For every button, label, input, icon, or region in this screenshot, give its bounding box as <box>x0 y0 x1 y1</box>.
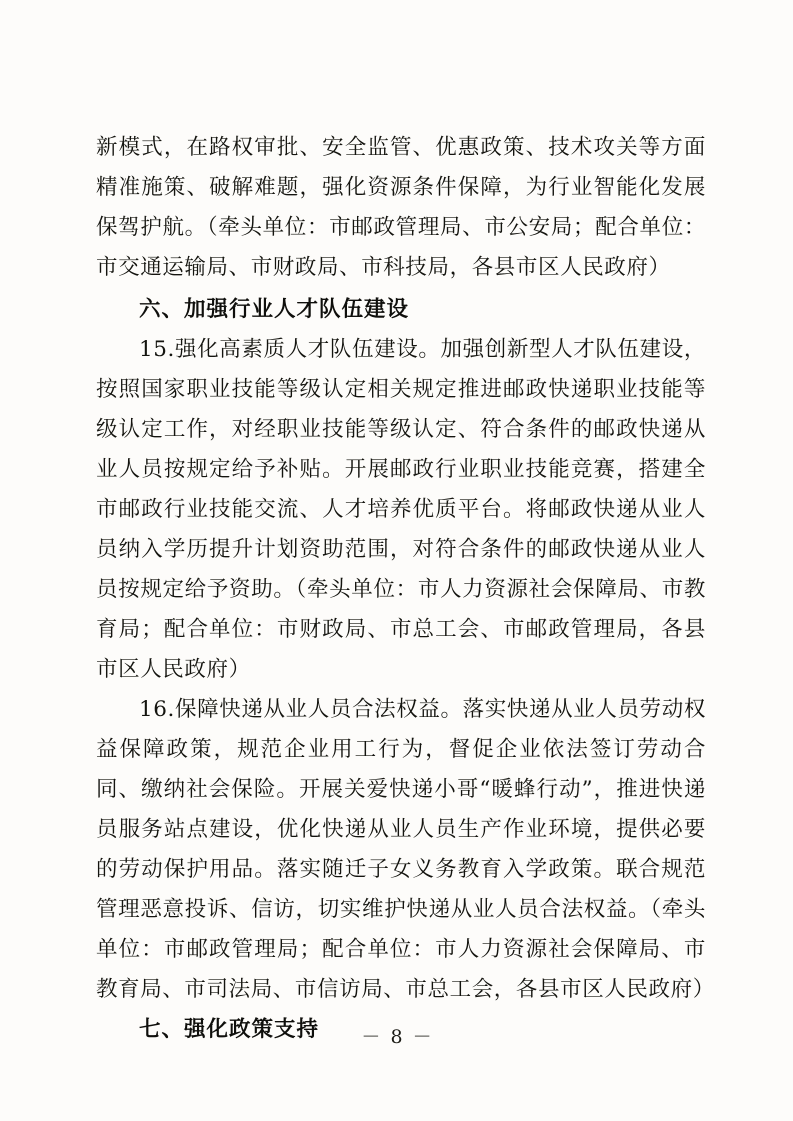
paragraph-item-15: 15.强化高素质人才队伍建设。加强创新型人才队伍建设，按照国家职业技能等级认定相关规定推进邮政快递职业技能等级认定工作，对经职业技能等级认定、符合条件的邮政快递从业人员按规定给予补贴。开展邮政行业职业技能竞赛，搭建全市邮政行业技能交流、人才培养优质平台。将邮政快递从业人员纳入学历提升计划资助范围，对符合条件的邮政快递从业人员按规定给予资助。（牵头单位：市人力资源社会保障局、市教育局；配合单位：市财政局、市总工会、市邮政管理局，各县市区人民政府） <box>96 337 706 682</box>
section-heading-seven: 七、强化政策支持 <box>139 1017 320 1042</box>
page-content <box>96 128 715 1050</box>
paragraph-continued: 新模式，在路权审批、安全监管、优惠政策、技术攻关等方面精准施策、破解难题，强化资源条件保障，为行业智能化发展保驾护航。（牵头单位：市邮政管理局、市公安局；配合单位：市交通运输局、市财政局、市科技局，各县市区人民政府） <box>96 135 706 280</box>
paragraph-item-16: 16.保障快递从业人员合法权益。落实快递从业人员劳动权益保障政策，规范企业用工行为，督促企业依法签订劳动合同、缴纳社会保险。开展关爱快递小哥“暖蜂行动”，推进快递员服务站点建设，优化快递从业人员生产作业环境，提供必要的劳动保护用品。落实随迁子女义务教育入学政策。联合规范管理恶意投诉、信访，切实维护快递从业人员合法权益。（牵头单位：市邮政管理局；配合单位：市人力资源社会保障局、市教育局、市司法局、市信访局、市总工会，各县市区人民政府） <box>96 697 715 1002</box>
page-footer <box>0 1022 793 1049</box>
page-number: － 8 － <box>361 1026 434 1048</box>
section-heading-six: 六、加强行业人才队伍建设 <box>139 297 410 322</box>
